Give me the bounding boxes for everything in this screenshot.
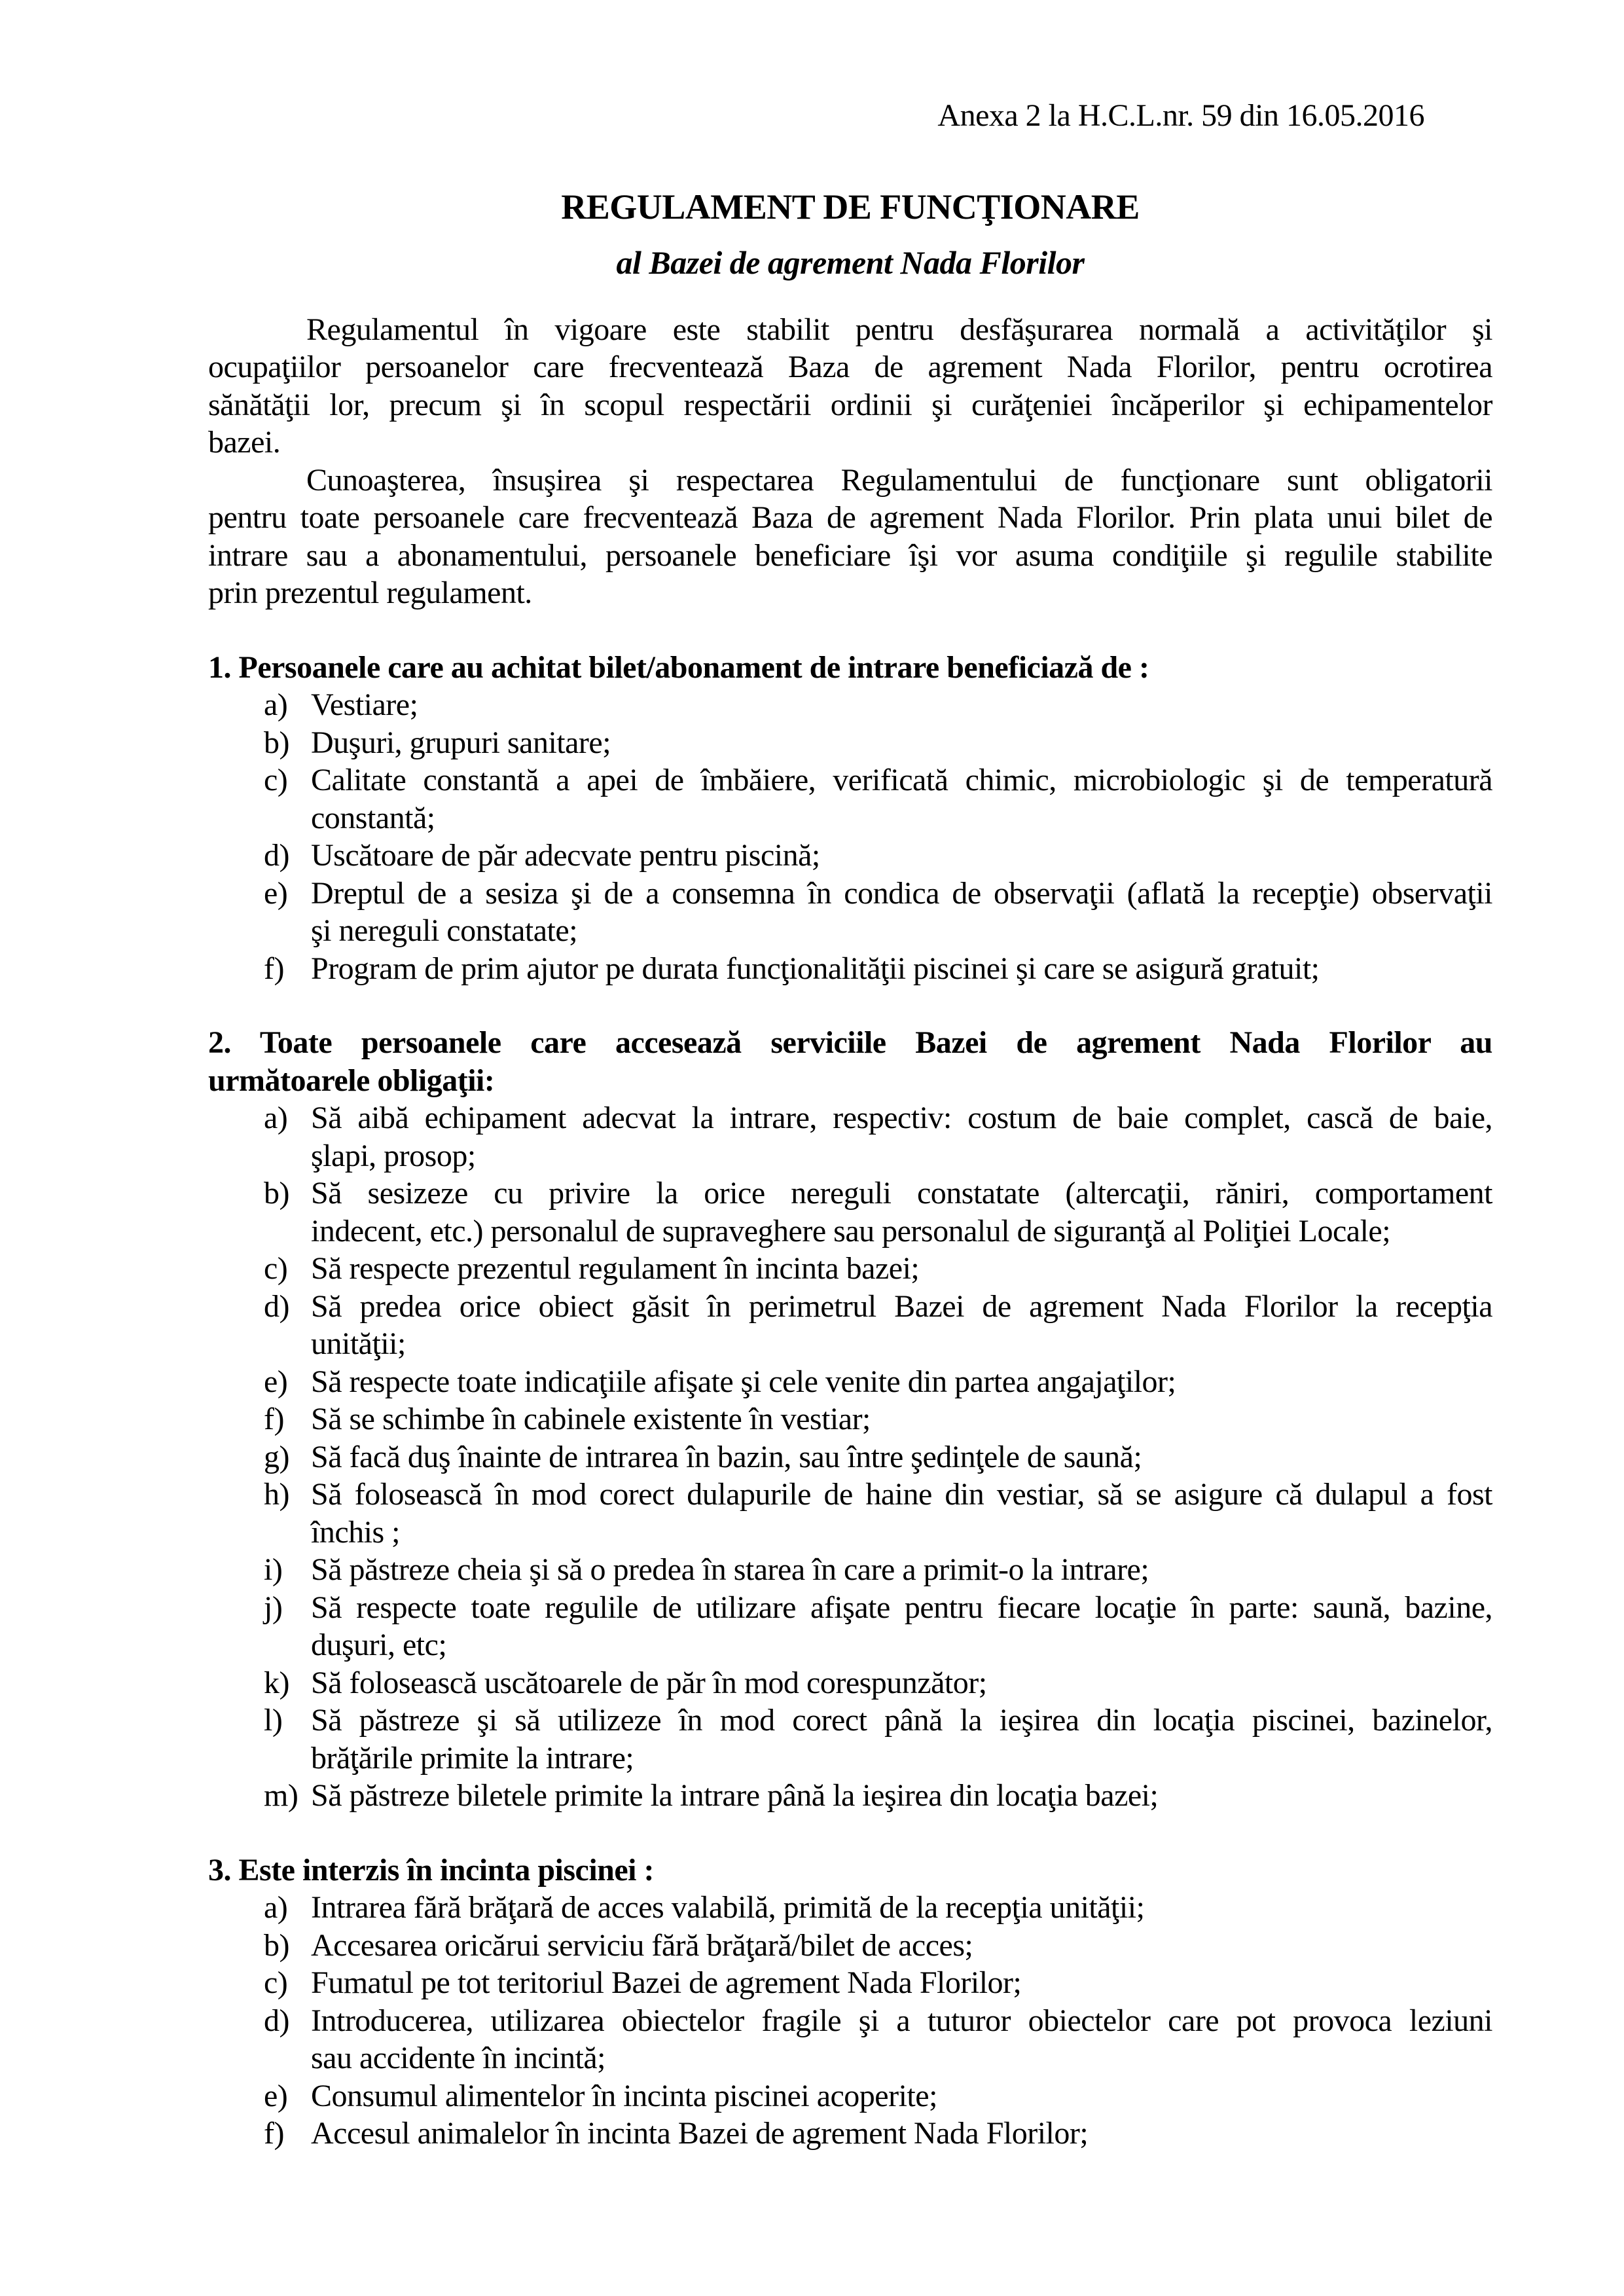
item-line: Program de prim ajutor pe durata funcţionalităţii piscinei şi care se asigură gratuit; [311, 951, 1320, 986]
list-item [208, 1664, 1492, 1702]
list-item [208, 1551, 1492, 1589]
item-marker: f) [264, 2116, 284, 2151]
list-item [208, 2077, 1492, 2115]
item-marker: c) [264, 763, 288, 797]
item-line: Accesarea oricărui serviciu fără brăţară/bilet de acces; [311, 1927, 973, 1963]
item-line: Să păstreze biletele primite la intrare până la ieşirea din locaţia bazei; [311, 1778, 1159, 1813]
item-line: unităţii; [311, 1326, 406, 1361]
list-item [208, 950, 1492, 988]
item-marker: d) [264, 2003, 289, 2038]
item-marker: k) [264, 1665, 289, 1700]
item-line: Dreptul de a sesiza şi de a consemna în condica de observaţii (aflată la recepţie) observaţii [311, 875, 1492, 911]
item-line: Intrarea fără brăţară de acces valabilă, primită de la recepţia unităţii; [311, 1890, 1145, 1925]
item-line: şi nereguli constatate; [311, 913, 578, 948]
item-line: Duşuri, grupuri sanitare; [311, 725, 611, 760]
section [208, 1024, 1492, 1815]
list-item [208, 1250, 1492, 1288]
item-line: Consumul alimentelor în incinta piscinei acoperite; [311, 2078, 937, 2113]
list-item [208, 1589, 1492, 1664]
item-marker: g) [264, 1439, 289, 1474]
item-line: brăţările primite la intrare; [311, 1740, 634, 1776]
section [208, 649, 1492, 988]
paragraph-line: sănătăţii lor, precum şi în scopul respectării ordinii şi curăţeniei încăperilor şi echipamentelor [208, 387, 1492, 422]
item-line: Să păstreze cheia şi să o predea în starea în care a primit-o la intrare; [311, 1552, 1149, 1587]
paragraph-line: intrare sau a abonamentului, persoanele beneficiare îşi vor asuma condiţiile şi regulile stabilite [208, 538, 1492, 573]
item-line: şlapi, prosop; [311, 1138, 476, 1173]
paragraph-line: ocupaţiilor persoanelor care frecventează Baza de agrement Nada Florilor, pentru ocrotirea [208, 350, 1492, 384]
item-marker: d) [264, 1288, 289, 1324]
item-marker: m) [264, 1778, 298, 1813]
section-heading-line: 2. Toate persoanele care accesează serviciile Bazei de agrement Nada Florilor au [208, 1025, 1492, 1060]
paragraph-line: Regulamentul în vigoare este stabilit pentru desfăşurarea normală a activităţilor şi [306, 312, 1492, 347]
item-line: indecent, etc.) personalul de supraveghere sau personalul de siguranţă al Poliţiei Locale; [311, 1213, 1391, 1248]
item-line: Calitate constantă a apei de îmbăiere, verificată chimic, microbiologic şi de temperatură [311, 763, 1492, 797]
section-heading [208, 1851, 1492, 1889]
list-item [208, 1288, 1492, 1363]
item-line: Accesul animalelor în incinta Bazei de agrement Nada Florilor; [311, 2116, 1089, 2151]
item-line: Să păstreze şi să utilizeze în mod corect până la ieşirea din locaţia piscinei, bazinelor, [311, 1703, 1492, 1738]
item-marker: l) [264, 1703, 283, 1738]
item-marker: e) [264, 1364, 288, 1399]
list-item [208, 875, 1492, 950]
item-line: constantă; [311, 800, 435, 835]
list-item [208, 1099, 1492, 1175]
item-marker: a) [264, 1890, 288, 1925]
list-item [208, 1889, 1492, 1927]
intro-paragraphs [208, 311, 1492, 612]
list-item [208, 1702, 1492, 1777]
item-marker: j) [264, 1590, 283, 1625]
document-subtitle: al Bazei de agrement Nada Florilor [616, 244, 1085, 281]
paragraph-line: pentru toate persoanele care frecventează Baza de agrement Nada Florilor. Prin plata unui bilet de [208, 500, 1492, 535]
item-line: Să respecte toate regulile de utilizare afişate pentru fiecare locaţie în parte: saună, bazine, [311, 1590, 1492, 1625]
section-heading [208, 1024, 1492, 1099]
paragraph-line: Cunoaşterea, însuşirea şi respectarea Regulamentului de funcţionare sunt obligatorii [306, 462, 1492, 498]
section [208, 1851, 1492, 2153]
item-marker: c) [264, 1965, 288, 2000]
item-line: Să aibă echipament adecvat la intrare, respectiv: costum de baie complet, cască de baie, [311, 1101, 1492, 1135]
item-line: Vestiare; [311, 687, 418, 722]
item-marker: b) [264, 1927, 289, 1963]
paragraph [208, 462, 1492, 612]
item-line: Să respecte prezentul regulament în incinta bazei; [311, 1251, 920, 1286]
item-line: Uscătoare de păr adecvate pentru piscină; [311, 838, 820, 873]
item-line: duşuri, etc; [311, 1628, 447, 1662]
list-item [208, 1363, 1492, 1401]
item-line: Să folosească în mod corect dulapurile de haine din vestiar, să se asigure că dulapul a fost [311, 1477, 1492, 1512]
document-title: REGULAMENT DE FUNCŢIONARE [561, 187, 1140, 227]
paragraph-line: bazei. [208, 425, 281, 460]
list-item [208, 2002, 1492, 2077]
item-line: Să predea orice obiect găsit în perimetrul Bazei de agrement Nada Florilor la recepţia [311, 1288, 1492, 1324]
list-item [208, 1964, 1492, 2002]
list-item [208, 2115, 1492, 2153]
item-marker: b) [264, 1176, 289, 1211]
item-line: Fumatul pe tot teritoriul Bazei de agrement Nada Florilor; [311, 1965, 1022, 2000]
section-heading [208, 649, 1492, 687]
item-line: închis ; [311, 1514, 400, 1550]
item-line: Să se schimbe în cabinele existente în vestiar; [311, 1402, 871, 1436]
item-line: Să sesizeze cu privire la orice nereguli constatate (altercaţii, răniri, comportament [311, 1176, 1492, 1211]
list-item [208, 1438, 1492, 1476]
section-heading-line: 3. Este interzis în incinta piscinei : [208, 1852, 654, 1887]
item-marker: a) [264, 687, 288, 722]
item-line: sau accidente în incintă; [311, 2041, 605, 2075]
item-marker: d) [264, 838, 289, 873]
item-line: Să facă duş înainte de intrarea în bazin, sau între şedinţele de saună; [311, 1439, 1142, 1474]
regulation-sections [208, 649, 1492, 2153]
section-heading-line: următoarele obligaţii: [208, 1063, 495, 1098]
section-heading-line: 1. Persoanele care au achitat bilet/abonament de intrare beneficiază de : [208, 649, 1149, 685]
item-marker: h) [264, 1477, 289, 1512]
list-item [208, 761, 1492, 837]
item-marker: e) [264, 2078, 288, 2113]
item-marker: e) [264, 875, 288, 911]
list-item [208, 724, 1492, 762]
annex-annotation: Anexa 2 la H.C.L.nr. 59 din 16.05.2016 [937, 98, 1424, 133]
list-item [208, 1175, 1492, 1250]
list-item [208, 1777, 1492, 1815]
item-marker: i) [264, 1552, 283, 1587]
item-marker: f) [264, 951, 284, 986]
paragraph-line: prin prezentul regulament. [208, 575, 532, 610]
item-marker: f) [264, 1402, 284, 1436]
item-line: Să folosească uscătoarele de păr în mod corespunzător; [311, 1665, 987, 1700]
list-item [208, 1927, 1492, 1965]
item-line: Introducerea, utilizarea obiectelor fragile şi a tuturor obiectelor care pot provoca leziuni [311, 2003, 1492, 2038]
item-marker: a) [264, 1101, 288, 1135]
paragraph [208, 311, 1492, 462]
list-item [208, 1476, 1492, 1551]
list-item [208, 686, 1492, 724]
item-marker: c) [264, 1251, 288, 1286]
item-marker: b) [264, 725, 289, 760]
item-line: Să respecte toate indicaţiile afişate şi cele venite din partea angajaţilor; [311, 1364, 1176, 1399]
list-item [208, 1400, 1492, 1438]
list-item [208, 837, 1492, 875]
